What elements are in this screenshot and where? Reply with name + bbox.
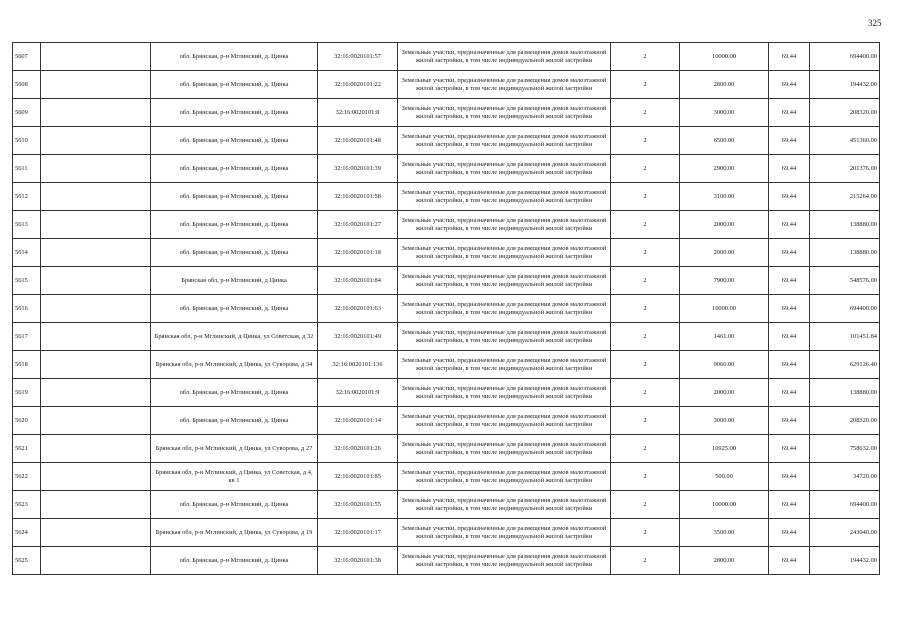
category-cell: 2 — [611, 351, 680, 379]
table-row — [13, 435, 880, 463]
table-row — [13, 99, 880, 127]
spacer-cell — [41, 43, 151, 71]
cadastral-number-cell: 32:16:0020101:14 — [318, 407, 398, 435]
rate-cell: 69.44 — [769, 71, 810, 99]
area-cell: 10000.00 — [680, 491, 769, 519]
table-row — [13, 379, 880, 407]
record-number-cell: 5612 — [13, 183, 41, 211]
cadastral-value-cell: 194432.00 — [810, 547, 880, 575]
category-cell: 2 — [611, 379, 680, 407]
land-use-cell: Земельные участки, предназначенные для размещения домов малоэтажной жилой застройки, в том числе индивидуальной жилой застройки — [398, 351, 611, 379]
land-use-cell: Земельные участки, предназначенные для размещения домов малоэтажной жилой застройки, в том числе индивидуальной жилой застройки — [398, 155, 611, 183]
record-number-cell: 5614 — [13, 239, 41, 267]
spacer-cell — [41, 463, 151, 491]
rate-cell: 69.44 — [769, 323, 810, 351]
area-cell: 2900.00 — [680, 155, 769, 183]
rate-cell: 69.44 — [769, 491, 810, 519]
address-cell: обл. Брянская, р-н Мглинский, д. Цинка — [151, 71, 318, 99]
address-cell: обл. Брянская, р-н Мглинский, д. Цинка — [151, 155, 318, 183]
category-cell: 2 — [611, 463, 680, 491]
cadastral-value-cell: 215264.00 — [810, 183, 880, 211]
table-row — [13, 183, 880, 211]
cadastral-value-cell: 451360.00 — [810, 127, 880, 155]
cadastral-number-cell: 32:16:0020101:26 — [318, 435, 398, 463]
spacer-cell — [41, 295, 151, 323]
cadastral-number-cell: 32:16:0020101:63 — [318, 295, 398, 323]
cadastral-value-cell: 208320.00 — [810, 407, 880, 435]
cadastral-value-cell: 629126.40 — [810, 351, 880, 379]
table-row — [13, 519, 880, 547]
table-row — [13, 351, 880, 379]
cadastral-number-cell: 32:16:0020101:58 — [318, 183, 398, 211]
address-cell: обл. Брянская, р-н Мглинский, д. Цинка — [151, 99, 318, 127]
category-cell: 2 — [611, 267, 680, 295]
record-number-cell: 5621 — [13, 435, 41, 463]
land-use-cell: Земельные участки, предназначенные для размещения домов малоэтажной жилой застройки, в том числе индивидуальной жилой застройки — [398, 295, 611, 323]
address-cell: Брянская обл, р-н Мглинский, д Цинка, ул Суворова, д 27 — [151, 435, 318, 463]
area-cell: 3000.00 — [680, 407, 769, 435]
area-cell: 2800.00 — [680, 547, 769, 575]
cadastral-number-cell: 32:16:0020101:136 — [318, 351, 398, 379]
cadastral-value-cell: 101451.84 — [810, 323, 880, 351]
spacer-cell — [41, 351, 151, 379]
table-row — [13, 155, 880, 183]
category-cell: 2 — [611, 435, 680, 463]
rate-cell: 69.44 — [769, 547, 810, 575]
category-cell: 2 — [611, 547, 680, 575]
cadastral-value-cell: 138880.00 — [810, 379, 880, 407]
address-cell: обл. Брянская, р-н Мглинский, д. Цинка — [151, 43, 318, 71]
spacer-cell — [41, 491, 151, 519]
spacer-cell — [41, 547, 151, 575]
cadastral-number-cell: 32:16:0020101:48 — [318, 127, 398, 155]
cadastral-number-cell: 32:16:0020101:38 — [318, 547, 398, 575]
spacer-cell — [41, 155, 151, 183]
category-cell: 2 — [611, 491, 680, 519]
address-cell: обл. Брянская, р-н Мглинский, д. Цинка — [151, 239, 318, 267]
land-use-cell: Земельные участки, предназначенные для размещения домов малоэтажной жилой застройки, в том числе индивидуальной жилой застройки — [398, 323, 611, 351]
record-number-cell: 5620 — [13, 407, 41, 435]
rate-cell: 69.44 — [769, 463, 810, 491]
area-cell: 10000.00 — [680, 295, 769, 323]
address-cell: обл. Брянская, р-н Мглинский, д. Цинка — [151, 127, 318, 155]
category-cell: 2 — [611, 239, 680, 267]
record-number-cell: 5618 — [13, 351, 41, 379]
record-number-cell: 5623 — [13, 491, 41, 519]
record-number-cell: 5607 — [13, 43, 41, 71]
spacer-cell — [41, 435, 151, 463]
area-cell: 3000.00 — [680, 99, 769, 127]
address-cell: обл. Брянская, р-н Мглинский, д. Цинка — [151, 407, 318, 435]
cadastral-value-cell: 194432.00 — [810, 71, 880, 99]
category-cell: 2 — [611, 43, 680, 71]
cadastral-number-cell: 32:16:0020101:22 — [318, 71, 398, 99]
cadastral-number-cell: 32:16:0020101:49 — [318, 323, 398, 351]
area-cell: 2000.00 — [680, 211, 769, 239]
category-cell: 2 — [611, 211, 680, 239]
land-registry-table — [12, 42, 880, 575]
spacer-cell — [41, 519, 151, 547]
land-use-cell: Земельные участки, предназначенные для размещения домов малоэтажной жилой застройки, в том числе индивидуальной жилой застройки — [398, 463, 611, 491]
record-number-cell: 5619 — [13, 379, 41, 407]
land-use-cell: Земельные участки, предназначенные для размещения домов малоэтажной жилой застройки, в том числе индивидуальной жилой застройки — [398, 491, 611, 519]
spacer-cell — [41, 211, 151, 239]
cadastral-number-cell: 32:16:0020101:85 — [318, 463, 398, 491]
land-use-cell: Земельные участки, предназначенные для размещения домов малоэтажной жилой застройки, в том числе индивидуальной жилой застройки — [398, 547, 611, 575]
land-use-cell: Земельные участки, предназначенные для размещения домов малоэтажной жилой застройки, в том числе индивидуальной жилой застройки — [398, 379, 611, 407]
cadastral-value-cell: 694400.00 — [810, 491, 880, 519]
rate-cell: 69.44 — [769, 155, 810, 183]
area-cell: 2000.00 — [680, 239, 769, 267]
record-number-cell: 5622 — [13, 463, 41, 491]
cadastral-number-cell: 32:16:0020101:9 — [318, 379, 398, 407]
rate-cell: 69.44 — [769, 379, 810, 407]
spacer-cell — [41, 267, 151, 295]
land-use-cell: Земельные участки, предназначенные для размещения домов малоэтажной жилой застройки, в том числе индивидуальной жилой застройки — [398, 99, 611, 127]
table-row — [13, 323, 880, 351]
area-cell: 1461.00 — [680, 323, 769, 351]
cadastral-value-cell: 243040.00 — [810, 519, 880, 547]
area-cell: 9060.00 — [680, 351, 769, 379]
table-row — [13, 407, 880, 435]
spacer-cell — [41, 407, 151, 435]
rate-cell: 69.44 — [769, 435, 810, 463]
spacer-cell — [41, 183, 151, 211]
record-number-cell: 5624 — [13, 519, 41, 547]
spacer-cell — [41, 71, 151, 99]
table-row — [13, 295, 880, 323]
category-cell: 2 — [611, 519, 680, 547]
spacer-cell — [41, 323, 151, 351]
category-cell: 2 — [611, 323, 680, 351]
spacer-cell — [41, 127, 151, 155]
table-row — [13, 43, 880, 71]
cadastral-number-cell: 32:16:0020101:8 — [318, 99, 398, 127]
land-use-cell: Земельные участки, предназначенные для размещения домов малоэтажной жилой застройки, в том числе индивидуальной жилой застройки — [398, 519, 611, 547]
land-use-cell: Земельные участки, предназначенные для размещения домов малоэтажной жилой застройки, в том числе индивидуальной жилой застройки — [398, 435, 611, 463]
category-cell: 2 — [611, 127, 680, 155]
record-number-cell: 5611 — [13, 155, 41, 183]
area-cell: 2800.00 — [680, 71, 769, 99]
rate-cell: 69.44 — [769, 295, 810, 323]
record-number-cell: 5608 — [13, 71, 41, 99]
rate-cell: 69.44 — [769, 351, 810, 379]
area-cell: 10925.00 — [680, 435, 769, 463]
table-row — [13, 491, 880, 519]
area-cell: 7900.00 — [680, 267, 769, 295]
cadastral-number-cell: 32:16:0020101:84 — [318, 267, 398, 295]
category-cell: 2 — [611, 407, 680, 435]
land-use-cell: Земельные участки, предназначенные для размещения домов малоэтажной жилой застройки, в том числе индивидуальной жилой застройки — [398, 127, 611, 155]
land-use-cell: Земельные участки, предназначенные для размещения домов малоэтажной жилой застройки, в том числе индивидуальной жилой застройки — [398, 183, 611, 211]
table-row — [13, 547, 880, 575]
land-use-cell: Земельные участки, предназначенные для размещения домов малоэтажной жилой застройки, в том числе индивидуальной жилой застройки — [398, 211, 611, 239]
table-row — [13, 127, 880, 155]
address-cell: обл. Брянская, р-н Мглинский, д. Цинка — [151, 547, 318, 575]
record-number-cell: 5613 — [13, 211, 41, 239]
address-cell: Брянская обл, р-н Мглинский, д Цинка, ул Советская, д 4, кв 1 — [151, 463, 318, 491]
address-cell: обл. Брянская, р-н Мглинский, д. Цинка — [151, 183, 318, 211]
address-cell: Брянская обл, р-н Мглинский, д Цинка — [151, 267, 318, 295]
category-cell: 2 — [611, 183, 680, 211]
record-number-cell: 5609 — [13, 99, 41, 127]
cadastral-value-cell: 208320.00 — [810, 99, 880, 127]
cadastral-number-cell: 32:16:0020101:39 — [318, 155, 398, 183]
spacer-cell — [41, 239, 151, 267]
page-number: 325 — [868, 18, 882, 28]
rate-cell: 69.44 — [769, 99, 810, 127]
category-cell: 2 — [611, 295, 680, 323]
table-row — [13, 267, 880, 295]
rate-cell: 69.44 — [769, 519, 810, 547]
record-number-cell: 5616 — [13, 295, 41, 323]
record-number-cell: 5615 — [13, 267, 41, 295]
cadastral-number-cell: 32:16:0020101:17 — [318, 519, 398, 547]
land-use-cell: Земельные участки, предназначенные для размещения домов малоэтажной жилой застройки, в том числе индивидуальной жилой застройки — [398, 267, 611, 295]
cadastral-value-cell: 34720.00 — [810, 463, 880, 491]
area-cell: 6500.00 — [680, 127, 769, 155]
category-cell: 2 — [611, 99, 680, 127]
cadastral-value-cell: 138880.00 — [810, 211, 880, 239]
area-cell: 3100.00 — [680, 183, 769, 211]
address-cell: Брянская обл, р-н Мглинский, д Цинка, ул Советская, д 32 — [151, 323, 318, 351]
table-row — [13, 463, 880, 491]
cadastral-number-cell: 32:16:0020101:18 — [318, 239, 398, 267]
table-body — [13, 43, 880, 575]
category-cell: 2 — [611, 71, 680, 99]
category-cell: 2 — [611, 155, 680, 183]
cadastral-value-cell: 201376.00 — [810, 155, 880, 183]
address-cell: Брянская обл, р-н Мглинский, д Цинка, ул Суворова, д 34 — [151, 351, 318, 379]
rate-cell: 69.44 — [769, 239, 810, 267]
rate-cell: 69.44 — [769, 407, 810, 435]
spacer-cell — [41, 99, 151, 127]
address-cell: обл. Брянская, р-н Мглинский, д. Цинка — [151, 379, 318, 407]
table-row — [13, 211, 880, 239]
address-cell: обл. Брянская, р-н Мглинский, д. Цинка — [151, 211, 318, 239]
rate-cell: 69.44 — [769, 211, 810, 239]
area-cell: 3500.00 — [680, 519, 769, 547]
rate-cell: 69.44 — [769, 127, 810, 155]
land-use-cell: Земельные участки, предназначенные для размещения домов малоэтажной жилой застройки, в том числе индивидуальной жилой застройки — [398, 43, 611, 71]
rate-cell: 69.44 — [769, 43, 810, 71]
cadastral-number-cell: 32:16:0020101:27 — [318, 211, 398, 239]
cadastral-value-cell: 694400.00 — [810, 43, 880, 71]
cadastral-number-cell: 32:16:0020101:57 — [318, 43, 398, 71]
record-number-cell: 5610 — [13, 127, 41, 155]
spacer-cell — [41, 379, 151, 407]
address-cell: Брянская обл, р-н Мглинский, д Цинка, ул Суворова, д 19 — [151, 519, 318, 547]
land-use-cell: Земельные участки, предназначенные для размещения домов малоэтажной жилой застройки, в том числе индивидуальной жилой застройки — [398, 239, 611, 267]
area-cell: 500.00 — [680, 463, 769, 491]
land-use-cell: Земельные участки, предназначенные для размещения домов малоэтажной жилой застройки, в том числе индивидуальной жилой застройки — [398, 407, 611, 435]
rate-cell: 69.44 — [769, 267, 810, 295]
area-cell: 10000.00 — [680, 43, 769, 71]
address-cell: обл. Брянская, р-н Мглинский, д. Цинка — [151, 295, 318, 323]
cadastral-value-cell: 694400.00 — [810, 295, 880, 323]
rate-cell: 69.44 — [769, 183, 810, 211]
address-cell: обл. Брянская, р-н Мглинский, д. Цинка — [151, 491, 318, 519]
land-use-cell: Земельные участки, предназначенные для размещения домов малоэтажной жилой застройки, в том числе индивидуальной жилой застройки — [398, 71, 611, 99]
record-number-cell: 5625 — [13, 547, 41, 575]
table-row — [13, 71, 880, 99]
cadastral-number-cell: 32:16:0020101:55 — [318, 491, 398, 519]
cadastral-value-cell: 548576.00 — [810, 267, 880, 295]
record-number-cell: 5617 — [13, 323, 41, 351]
cadastral-value-cell: 758632.00 — [810, 435, 880, 463]
table-row — [13, 239, 880, 267]
area-cell: 2000.00 — [680, 379, 769, 407]
cadastral-value-cell: 138880.00 — [810, 239, 880, 267]
